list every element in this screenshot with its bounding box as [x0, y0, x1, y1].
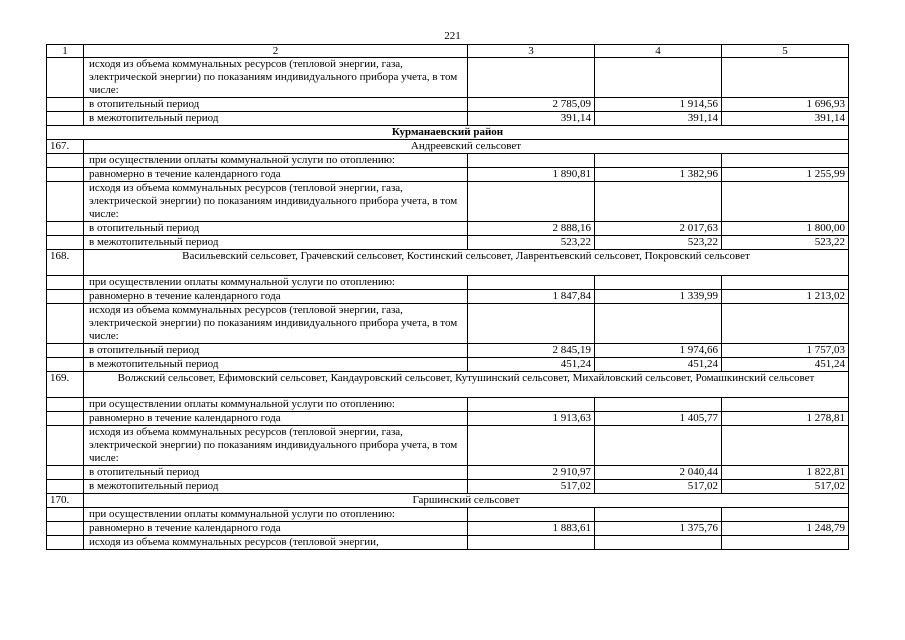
description-row [47, 398, 849, 412]
tariff-table [46, 44, 849, 550]
description-text: исходя из объема коммунальных ресурсов (тепловой энергии, газа, электрической энергии) по показаниям индивидуального прибора учета, в том числе: [84, 182, 468, 222]
district-row [47, 126, 849, 140]
tariff-value-col3 [468, 536, 595, 550]
tariff-value-col3: 391,14 [468, 112, 595, 126]
empty-index-cell [47, 466, 84, 480]
tariff-value-row [47, 98, 849, 112]
tariff-value-col5: 517,02 [722, 480, 849, 494]
tariff-value-col5 [722, 508, 849, 522]
tariff-value-row [47, 168, 849, 182]
tariff-value-col3 [468, 398, 595, 412]
tariff-value-row [47, 466, 849, 480]
row-index: 167. [47, 140, 84, 154]
settlement-name: Андреевский сельсовет [84, 140, 849, 154]
description-text: при осуществлении оплаты коммунальной услуги по отоплению: [84, 508, 468, 522]
tariff-value-col3: 2 845,19 [468, 344, 595, 358]
tariff-value-col5: 1 800,00 [722, 222, 849, 236]
tariff-value-row [47, 522, 849, 536]
tariff-value-col5: 1 757,03 [722, 344, 849, 358]
row-index: 170. [47, 494, 84, 508]
tariff-value-col5 [722, 536, 849, 550]
period-label: равномерно в течение календарного года [84, 290, 468, 304]
empty-index-cell [47, 168, 84, 182]
empty-index-cell [47, 398, 84, 412]
tariff-value-col5: 1 255,99 [722, 168, 849, 182]
description-text: при осуществлении оплаты коммунальной услуги по отоплению: [84, 398, 468, 412]
description-text: исходя из объема коммунальных ресурсов (тепловой энергии, газа, электрической энергии) по показаниям индивидуального прибора учета, в том числе: [84, 304, 468, 344]
description-row [47, 154, 849, 168]
tariff-value-col3: 451,24 [468, 358, 595, 372]
period-label: равномерно в течение календарного года [84, 168, 468, 182]
description-text: при осуществлении оплаты коммунальной услуги по отоплению: [84, 276, 468, 290]
empty-index-cell [47, 112, 84, 126]
row-index: 169. [47, 372, 84, 398]
tariff-value-col3: 523,22 [468, 236, 595, 250]
tariff-value-col3: 2 910,97 [468, 466, 595, 480]
empty-index-cell [47, 182, 84, 222]
empty-index-cell [47, 536, 84, 550]
tariff-value-col3 [468, 154, 595, 168]
tariff-value-col4: 2 040,44 [595, 466, 722, 480]
tariff-value-col4: 1 382,96 [595, 168, 722, 182]
tariff-table-body [47, 45, 849, 550]
empty-index-cell [47, 290, 84, 304]
column-header-row [47, 45, 849, 58]
tariff-value-col4: 1 375,76 [595, 522, 722, 536]
tariff-value-col4 [595, 426, 722, 466]
tariff-value-row [47, 412, 849, 426]
description-row [47, 304, 849, 344]
page-number: 221 [444, 30, 461, 42]
period-label: равномерно в течение календарного года [84, 412, 468, 426]
period-label: в межотопительный период [84, 112, 468, 126]
tariff-value-col3: 2 785,09 [468, 98, 595, 112]
empty-index-cell [47, 426, 84, 466]
settlement-group-row [47, 372, 849, 398]
district-name: Курманаевский район [47, 126, 849, 140]
tariff-value-col4: 2 017,63 [595, 222, 722, 236]
settlement-name: Гаршинский сельсовет [84, 494, 849, 508]
settlement-group-row [47, 140, 849, 154]
tariff-value-row [47, 344, 849, 358]
tariff-value-col5: 1 278,81 [722, 412, 849, 426]
tariff-value-row [47, 236, 849, 250]
tariff-value-col5 [722, 154, 849, 168]
column-header: 3 [468, 45, 595, 58]
description-text: исходя из объема коммунальных ресурсов (тепловой энергии, газа, электрической энергии) по показаниям индивидуального прибора учета, в том числе: [84, 426, 468, 466]
tariff-value-col5: 451,24 [722, 358, 849, 372]
empty-index-cell [47, 412, 84, 426]
empty-index-cell [47, 236, 84, 250]
description-row [47, 536, 849, 550]
tariff-value-row [47, 112, 849, 126]
column-header: 2 [84, 45, 468, 58]
tariff-value-col3 [468, 426, 595, 466]
empty-index-cell [47, 154, 84, 168]
tariff-value-col4 [595, 398, 722, 412]
description-text: исходя из объема коммунальных ресурсов (тепловой энергии, [84, 536, 468, 550]
period-label: в межотопительный период [84, 358, 468, 372]
column-header: 4 [595, 45, 722, 58]
tariff-value-col4 [595, 58, 722, 98]
tariff-value-col5 [722, 426, 849, 466]
empty-index-cell [47, 58, 84, 98]
tariff-value-col3: 2 888,16 [468, 222, 595, 236]
tariff-value-row [47, 358, 849, 372]
settlement-group-row [47, 494, 849, 508]
empty-index-cell [47, 522, 84, 536]
period-label: в отопительный период [84, 344, 468, 358]
tariff-value-row [47, 222, 849, 236]
column-header: 5 [722, 45, 849, 58]
description-row [47, 182, 849, 222]
tariff-value-col5 [722, 304, 849, 344]
tariff-value-col4: 523,22 [595, 236, 722, 250]
tariff-value-col4 [595, 536, 722, 550]
tariff-value-col3 [468, 58, 595, 98]
description-text: исходя из объема коммунальных ресурсов (тепловой энергии, газа, электрической энергии) по показаниям индивидуального прибора учета, в том числе: [84, 58, 468, 98]
tariff-value-col4: 451,24 [595, 358, 722, 372]
tariff-value-col3 [468, 182, 595, 222]
tariff-value-col4: 517,02 [595, 480, 722, 494]
tariff-value-col3: 517,02 [468, 480, 595, 494]
tariff-value-col3: 1 913,63 [468, 412, 595, 426]
tariff-value-col4: 1 339,99 [595, 290, 722, 304]
settlement-name: Васильевский сельсовет, Грачевский сельсовет, Костинский сельсовет, Лаврентьевский сельсовет, Покровский сельсовет [84, 250, 849, 276]
tariff-value-col3 [468, 276, 595, 290]
tariff-value-col3 [468, 508, 595, 522]
description-row [47, 426, 849, 466]
tariff-value-row [47, 290, 849, 304]
empty-index-cell [47, 358, 84, 372]
period-label: в отопительный период [84, 466, 468, 480]
tariff-value-col4 [595, 276, 722, 290]
tariff-value-col5: 1 696,93 [722, 98, 849, 112]
description-row [47, 508, 849, 522]
tariff-value-col4: 1 405,77 [595, 412, 722, 426]
empty-index-cell [47, 480, 84, 494]
tariff-value-col3: 1 847,84 [468, 290, 595, 304]
tariff-value-col5 [722, 58, 849, 98]
row-index: 168. [47, 250, 84, 276]
empty-index-cell [47, 304, 84, 344]
tariff-value-col5 [722, 276, 849, 290]
tariff-value-col4: 391,14 [595, 112, 722, 126]
tariff-value-col4 [595, 304, 722, 344]
tariff-value-col5: 1 822,81 [722, 466, 849, 480]
empty-index-cell [47, 344, 84, 358]
tariff-value-col5: 391,14 [722, 112, 849, 126]
settlement-name: Волжский сельсовет, Ефимовский сельсовет, Кандауровский сельсовет, Кутушинский сельсовет, Михайловский сельсовет, Ромашкинский сельсовет [84, 372, 849, 398]
empty-index-cell [47, 98, 84, 112]
empty-index-cell [47, 222, 84, 236]
empty-index-cell [47, 276, 84, 290]
column-header: 1 [47, 45, 84, 58]
tariff-value-col4 [595, 508, 722, 522]
tariff-value-col3: 1 890,81 [468, 168, 595, 182]
period-label: в отопительный период [84, 98, 468, 112]
tariff-value-col4 [595, 182, 722, 222]
tariff-value-row [47, 480, 849, 494]
empty-index-cell [47, 508, 84, 522]
tariff-value-col5 [722, 182, 849, 222]
tariff-value-col4 [595, 154, 722, 168]
tariff-value-col3: 1 883,61 [468, 522, 595, 536]
period-label: в межотопительный период [84, 480, 468, 494]
period-label: в отопительный период [84, 222, 468, 236]
tariff-value-col3 [468, 304, 595, 344]
tariff-value-col4: 1 974,66 [595, 344, 722, 358]
description-row [47, 58, 849, 98]
tariff-value-col5: 1 248,79 [722, 522, 849, 536]
settlement-group-row [47, 250, 849, 276]
period-label: в межотопительный период [84, 236, 468, 250]
description-text: при осуществлении оплаты коммунальной услуги по отоплению: [84, 154, 468, 168]
description-row [47, 276, 849, 290]
tariff-value-col5: 523,22 [722, 236, 849, 250]
tariff-value-col5 [722, 398, 849, 412]
tariff-value-col4: 1 914,56 [595, 98, 722, 112]
tariff-value-col5: 1 213,02 [722, 290, 849, 304]
period-label: равномерно в течение календарного года [84, 522, 468, 536]
